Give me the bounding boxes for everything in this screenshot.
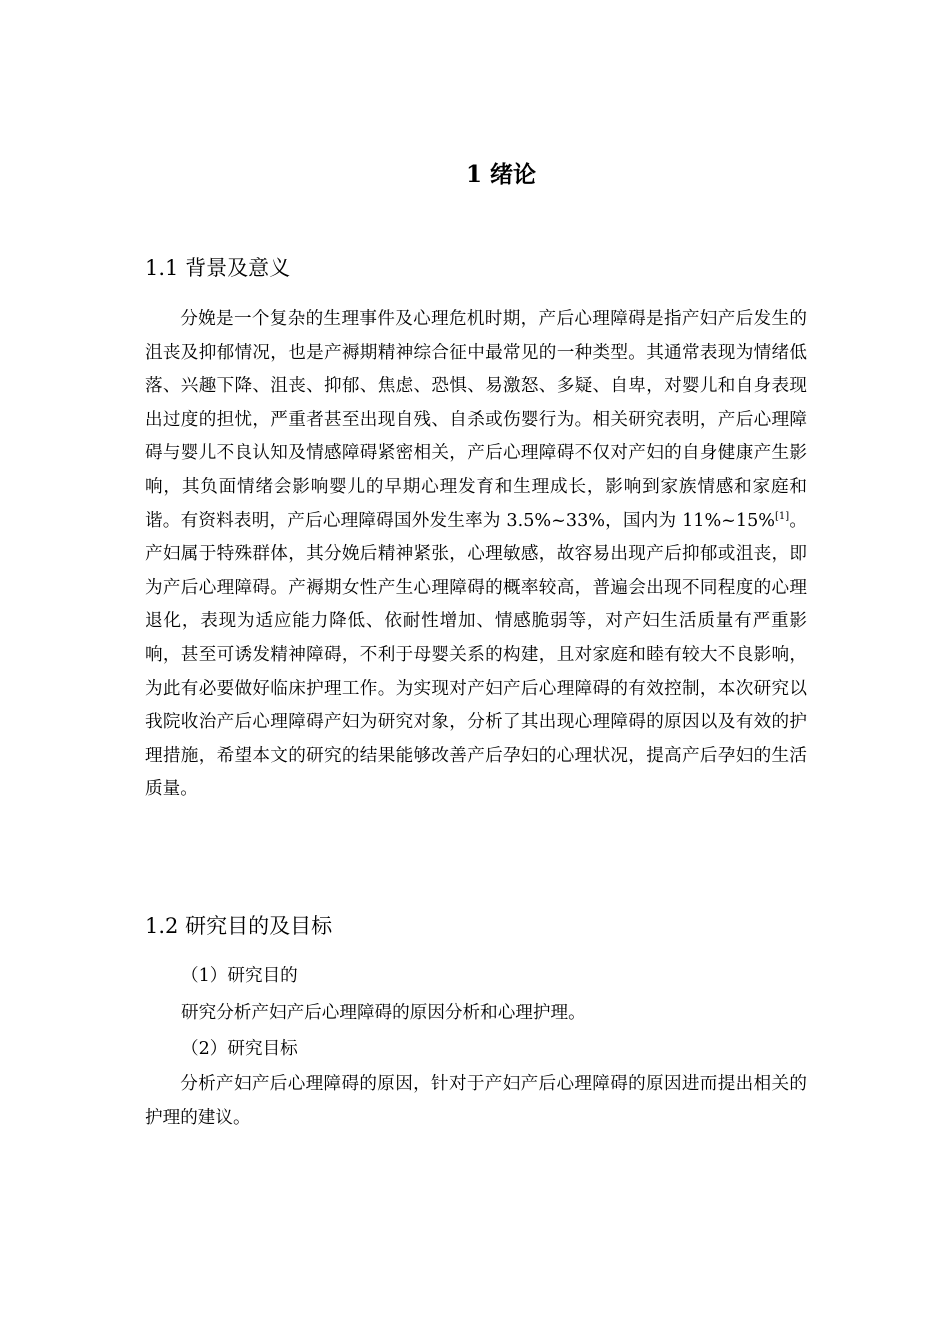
citation-marker: [1]	[775, 510, 790, 522]
chapter-title: 1 绪论	[465, 161, 536, 188]
subheading-research-goal: （2）研究目标	[181, 1039, 298, 1059]
section-heading-1-2: 1.2 研究目的及目标	[145, 914, 333, 938]
research-goal-paragraph: 分析产妇产后心理障碍的原因，针对于产妇产后心理障碍的原因进而提出相关的护理的建议。	[145, 1074, 807, 1128]
subheading-research-purpose: （1）研究目的	[181, 966, 298, 986]
background-paragraph-text-b: 。产妇属于特殊群体，其分娩后精神紧张，心理敏感，故容易出现产后抑郁或沮丧，即为产后心理障碍。产褥期女性产生心理障碍的概率较高，普遍会出现不同程度的心理退化，表现为适应能力降低、依耐性增加、情感脆弱等，对产妇生活质量有严重影响，甚至可诱发精神障碍，不利于母婴关系的构建，且对家庭和睦有较大不良影响，为此有必要做好临床护理工作。为实现对产妇产后心理障碍的有效控制，本次研究以我院收治产后心理障碍产妇为研究对象，分析了其出现心理障碍的原因以及有效的护理措施，希望本文的研究的结果能够改善产后孕妇的心理状况，提高产后孕妇的生活质量。	[145, 510, 807, 800]
background-paragraph-text-a: 分娩是一个复杂的生理事件及心理危机时期，产后心理障碍是指产妇产后发生的沮丧及抑郁情况，也是产褥期精神综合征中最常见的一种类型。其通常表现为情绪低落、兴趣下降、沮丧、抑郁、焦虑、恐惧、易激怒、多疑、自卑，对婴儿和自身表现出过度的担忧，严重者甚至出现自残、自杀或伤婴行为。相关研究表明，产后心理障碍与婴儿不良认知及情感障碍紧密相关，产后心理障碍不仅对产妇的自身健康产生影响，其负面情绪会影响婴儿的早期心理发育和生理成长，影响到家族情感和家庭和谐。有资料表明，产后心理障碍国外发生率为 3.5%~33%，国内为 11%~15%	[145, 309, 807, 531]
section-heading-1-1: 1.1 背景及意义	[145, 256, 291, 280]
research-purpose-text: 研究分析产妇产后心理障碍的原因分析和心理护理。	[181, 1003, 586, 1023]
background-paragraph	[145, 303, 807, 807]
